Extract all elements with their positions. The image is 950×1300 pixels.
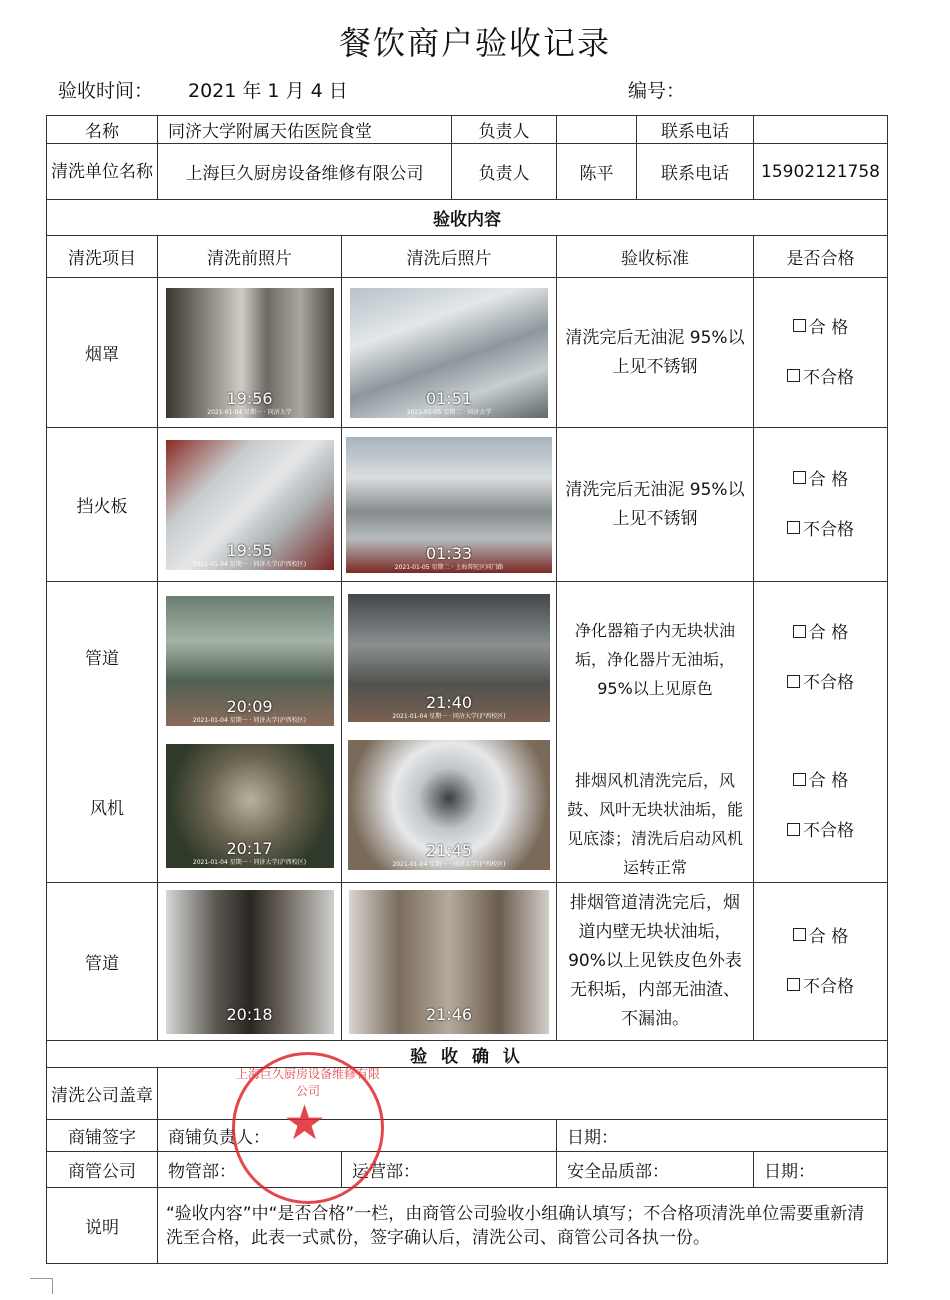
fail-label: 不合格 — [803, 976, 854, 997]
safety-label: 安全品质部： — [557, 1152, 754, 1188]
clean-unit-label: 清洗单位名称 — [47, 144, 158, 200]
col-before: 清洗前照片 — [158, 236, 342, 278]
shop-owner-label: 商铺负责人： — [158, 1120, 557, 1152]
checkbox-icon — [793, 471, 806, 484]
pass-checkbox[interactable] — [754, 912, 887, 962]
checkbox-icon — [787, 521, 800, 534]
content-heading: 验收内容 — [47, 200, 888, 236]
acceptance-form — [46, 115, 888, 1264]
baffle-before-photo — [166, 440, 334, 570]
photo-caption: 2021-01-04 星期一 · 同济大学(沪西校区) — [192, 859, 307, 866]
fail-label: 不合格 — [803, 367, 854, 388]
item-fire-baffle: 挡火板 — [47, 428, 158, 582]
photo-timestamp: 01:33 — [425, 543, 473, 563]
record-number-label: 编号： — [628, 80, 686, 102]
fail-label: 不合格 — [803, 519, 854, 540]
checkbox-icon — [793, 319, 806, 332]
fail-label: 不合格 — [803, 673, 854, 693]
page-corner-mark — [30, 1278, 52, 1279]
photo-caption: 2021-01-04 星期一 · 同济大学(沪西校区) — [192, 717, 307, 724]
photo-timestamp: 19:55 — [226, 540, 273, 560]
name-label: 名称 — [47, 116, 158, 144]
item-hood: 烟罩 — [47, 278, 158, 428]
photo-timestamp: 20:18 — [226, 1004, 273, 1024]
photo-caption: 2021-01-05 星期二 · 同济大学 — [406, 408, 492, 416]
phone-value[interactable] — [754, 116, 888, 144]
photo-caption: 2021-01-04 星期一 · 同济大学(沪西校区) — [392, 861, 506, 868]
stamp-label: 清洗公司盖章 — [47, 1068, 158, 1120]
col-standard: 验收标准 — [557, 236, 754, 278]
inspection-time-label: 验收时间： — [58, 80, 154, 102]
fail-label: 不合格 — [803, 821, 854, 841]
fail-checkbox[interactable] — [754, 962, 887, 1012]
pass-label: 合 格 — [808, 317, 849, 338]
star-icon: ★ — [283, 1095, 327, 1151]
checkbox-icon — [793, 625, 806, 638]
photo-timestamp: 21:45 — [425, 841, 473, 860]
confirm-heading: 验 收 确 认 — [47, 1041, 888, 1068]
page-title: 餐饮商户验收记录 — [338, 24, 611, 62]
clean-phone-value: 15902121758 — [754, 144, 888, 200]
item-fan: 风机 — [90, 799, 124, 819]
standard-fire-baffle: 清洗完后无油泥 95%以上见不锈钢 — [557, 428, 754, 582]
col-pass: 是否合格 — [754, 236, 888, 278]
photo-timestamp: 21:40 — [425, 693, 473, 712]
property-label: 物管部： — [158, 1152, 342, 1188]
fan-before-photo — [166, 744, 334, 868]
duct-before-photo — [166, 596, 334, 726]
photo-timestamp: 21:46 — [425, 1004, 473, 1024]
photo-timestamp: 20:09 — [226, 697, 273, 716]
standard-hood: 清洗完后无油泥 95%以上见不锈钢 — [557, 278, 754, 428]
photo-timestamp: 01:51 — [425, 388, 473, 408]
photo-caption: 2021-01-04 星期一 · 同济大学 — [207, 408, 292, 416]
checkbox-icon — [793, 773, 806, 786]
item-duct-exhaust: 管道 — [47, 883, 158, 1041]
pass-checkbox[interactable] — [754, 303, 887, 353]
col-after: 清洗后照片 — [342, 236, 557, 278]
ops-label: 运营部： — [342, 1152, 557, 1188]
hood-after-photo — [350, 288, 548, 418]
exhaust-before-photo — [166, 890, 334, 1034]
shop-sign-label: 商铺签字 — [47, 1120, 158, 1152]
item-duct: 管道 — [85, 649, 119, 669]
phone-label: 联系电话 — [637, 116, 754, 144]
pass-checkbox[interactable] — [754, 608, 887, 658]
fail-checkbox[interactable] — [754, 658, 887, 708]
checkbox-icon — [787, 675, 800, 688]
checkbox-icon — [787, 978, 800, 991]
photo-caption: 2021-01-05 星期二 · 上海普陀区同门路 — [394, 563, 504, 571]
pass-label: 合 格 — [808, 623, 849, 643]
pass-checkbox[interactable] — [754, 756, 887, 806]
pass-label: 合 格 — [808, 771, 849, 791]
company-stamp — [232, 1052, 384, 1204]
mgmt-label: 商管公司 — [47, 1152, 158, 1188]
checkbox-icon — [793, 928, 806, 941]
exhaust-after-photo — [349, 890, 549, 1034]
col-item: 清洗项目 — [47, 236, 158, 278]
pass-checkbox[interactable] — [754, 455, 887, 505]
owner-value[interactable] — [557, 116, 637, 144]
pass-label: 合 格 — [808, 926, 849, 947]
inspection-time-value: 2021 年 1 月 4 日 — [188, 80, 348, 102]
note-label: 说明 — [47, 1188, 158, 1264]
shop-date-label: 日期： — [557, 1120, 888, 1152]
clean-phone-label: 联系电话 — [637, 144, 754, 200]
note-text: “验收内容”中“是否合格”一栏，由商管公司验收小组确认填写；不合格项清洗单位需要重新清洗至合格，此表一式贰份，签字确认后，清洗公司、商管公司各执一份。 — [158, 1188, 888, 1264]
fan-after-photo — [348, 740, 550, 870]
baffle-after-photo — [346, 437, 552, 573]
owner-label: 负责人 — [452, 116, 557, 144]
duct-after-photo — [348, 594, 550, 722]
standard-fan: 排烟风机清洗完后，风鼓、风叶无块状油垢，能见底漆；清洗后启动风机运转正常 — [566, 771, 743, 877]
photo-caption: 2021-01-04 星期一 · 同济大学(沪西校区) — [392, 713, 506, 720]
fail-checkbox[interactable] — [754, 505, 887, 555]
mgmt-date-label: 日期： — [754, 1152, 888, 1188]
standard-duct-exhaust: 排烟管道清洗完后，烟道内壁无块状油垢，90%以上见铁皮色外表无积垢，内部无油渣、不漏油。 — [557, 883, 754, 1041]
checkbox-icon — [787, 823, 800, 836]
page-corner-mark — [52, 1278, 53, 1294]
hood-before-photo — [166, 288, 334, 418]
checkbox-icon — [787, 369, 800, 382]
stamp-text: 上海巨久厨房设备维修有限公司 — [235, 1067, 380, 1098]
name-value: 同济大学附属天佑医院食堂 — [158, 116, 452, 144]
fail-checkbox[interactable] — [754, 353, 887, 403]
pass-label: 合 格 — [808, 469, 849, 490]
photo-timestamp: 20:17 — [226, 839, 273, 858]
photo-caption: 2021-01-04 星期一 · 同济大学(沪西校区) — [192, 560, 307, 568]
clean-unit-value: 上海巨久厨房设备维修有限公司 — [158, 144, 452, 200]
clean-owner-value: 陈平 — [557, 144, 637, 200]
photo-timestamp: 19:56 — [226, 388, 273, 408]
clean-owner-label: 负责人 — [452, 144, 557, 200]
fail-checkbox[interactable] — [754, 806, 887, 856]
standard-duct: 净化器箱子内无块状油垢，净化器片无油垢，95%以上见原色 — [574, 621, 735, 698]
